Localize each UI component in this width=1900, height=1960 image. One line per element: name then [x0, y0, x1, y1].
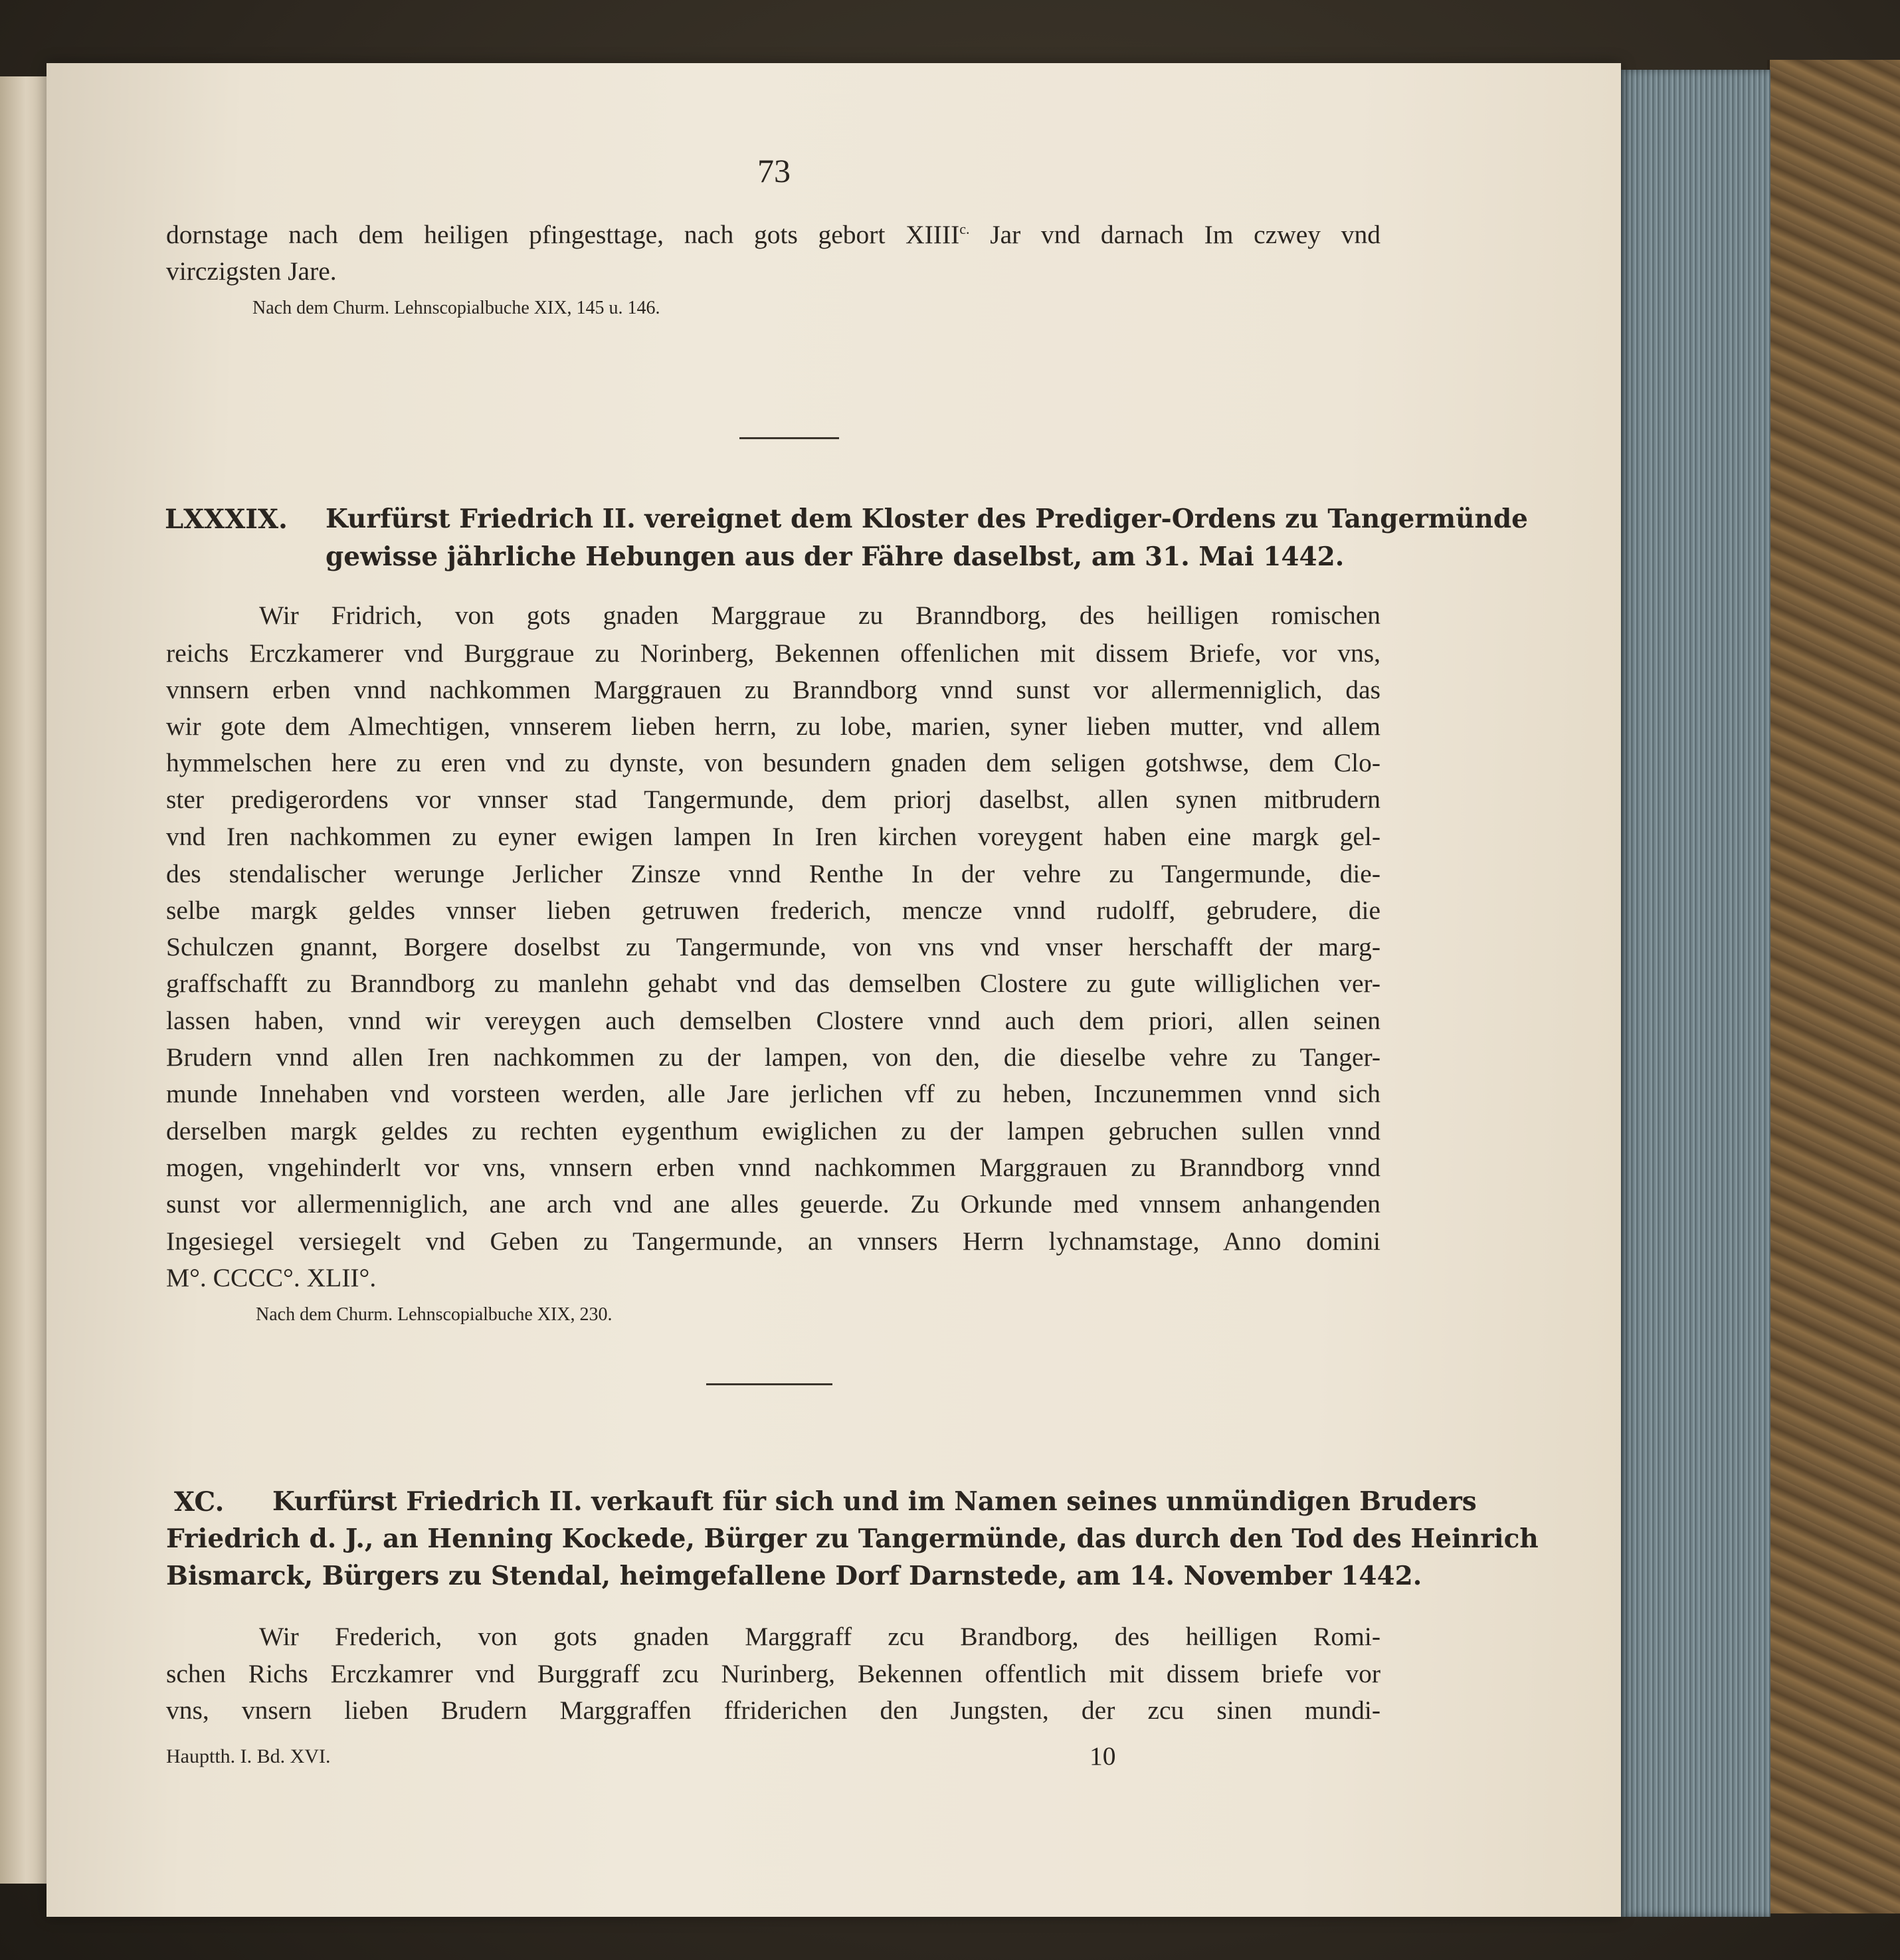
text-line: derselben margk geldes zu rechten eygenthum ewiglichen zu der lampen gebruchen sullen vnnd [166, 1116, 1380, 1145]
text-line: Wir Fridrich, von gots gnaden Marggraue zu Branndborg, des heilligen romischen [259, 601, 1380, 630]
section-title: Kurfürst Friedrich II. verkauft für sich und im Namen seines unmündigen Bruders [272, 1486, 1477, 1517]
text-line: ster predigerordens vor vnnser stad Tangermunde, dem priorj daselbst, allen synen mitbrudern [166, 785, 1380, 814]
text-line: graffschafft zu Branndborg zu manlehn gehabt vnd das demselben Clostere zu gute williglichen ver- [166, 969, 1380, 998]
marbled-cover [1767, 60, 1900, 1913]
text-line: wir gote dem Almechtigen, vnnserem lieben herrn, zu lobe, marien, syner lieben mutter, vnd allem [166, 712, 1380, 741]
text-line [166, 219, 1380, 250]
text-line: vnd Iren nachkommen zu eyner ewigen lampen In Iren kirchen voreygent haben eine margk gel- [166, 822, 1380, 851]
text-line: munde Innehaben vnd vorsteen werden, alle Jare jerlichen vff zu heben, Inczunemmen vnnd sich [166, 1079, 1380, 1108]
text-line: M°. CCCC°. XLII°. [166, 1263, 377, 1292]
superscript: c. [959, 220, 970, 237]
book-page-edges [1618, 70, 1770, 1917]
facing-page-edge [0, 76, 47, 1884]
text-line: sunst vor allermenniglich, ane arch vnd ane alles geuerde. Zu Orkunde med vnnsem anhangenden [166, 1189, 1380, 1219]
text-line: lassen haben, vnnd wir vereygen auch demselben Clostere vnnd auch dem priori, allen seinen [166, 1006, 1380, 1035]
source-note: Nach dem Churm. Lehnscopialbuche XIX, 145 u. 146. [252, 298, 660, 318]
section-title: Kurfürst Friedrich II. vereignet dem Kloster des Prediger-Ordens zu Tangermünde [326, 504, 1528, 534]
text-line: Ingesiegel versiegelt vnd Geben zu Tangermunde, an vnnsers Herrn lychnamstage, Anno domini [166, 1226, 1380, 1256]
text-line: Brudern vnnd allen Iren nachkommen zu der lampen, von den, die dieselbe vehre zu Tanger- [166, 1042, 1380, 1072]
text-line: selbe margk geldes vnnser lieben getruwen frederich, mencze vnnd rudolff, gebrudere, die [166, 896, 1380, 925]
text-line: Wir Frederich, von gots gnaden Marggraff zcu Brandborg, des heilligen Romi- [259, 1622, 1380, 1651]
source-note: Nach dem Churm. Lehnscopialbuche XIX, 230. [256, 1304, 613, 1325]
footer-volume: Hauptth. I. Bd. XVI. [166, 1745, 331, 1767]
text-line: mogen, vngehinderlt vor vns, vnnsern erben vnnd nachkommen Marggrauen zu Branndborg vnnd [166, 1153, 1380, 1182]
text-fragment: dornstage nach dem heiligen pfingesttage, nach gots gebort XIIII [166, 220, 960, 249]
section-title: Friedrich d. J., an Henning Kockede, Bürger zu Tangermünde, das durch den Tod des Heinrich [166, 1523, 1539, 1554]
text-line: reichs Erczkamerer vnd Burggraue zu Norinberg, Bekennen offenlichen mit dissem Briefe, vor vns, [166, 638, 1380, 668]
section-number: LXXXIX. [165, 504, 288, 535]
section-number: XC. [174, 1486, 225, 1518]
signature-mark: 10 [1090, 1741, 1116, 1771]
page-number: 73 [757, 152, 791, 189]
text-line: hymmelschen here zu eren vnd zu dynste, von besundern gnaden dem seligen gotshwse, dem Clo- [166, 748, 1380, 777]
text-line: virczigsten Jare. [166, 256, 337, 286]
text-line: schen Richs Erczkamrer vnd Burggraff zcu Nurinberg, Bekennen offentlich mit dissem briefe vor [166, 1659, 1380, 1688]
text-line: Schulczen gnannt, Borgere doselbst zu Tangermunde, von vns vnd vnser herschafft der marg- [166, 932, 1380, 961]
section-divider [706, 1383, 832, 1385]
text-line: vns, vnsern lieben Brudern Marggraffen ffriderichen den Jungsten, der zcu sinen mundi- [166, 1696, 1380, 1725]
section-title: gewisse jährliche Hebungen aus der Fähre daselbst, am 31. Mai 1442. [326, 541, 1345, 572]
section-title: Bismarck, Bürgers zu Stendal, heimgefallene Dorf Darnstede, am 14. November 1442. [166, 1561, 1422, 1591]
section-divider [739, 437, 839, 439]
text-fragment: Jar vnd darnach Im czwey vnd [969, 220, 1380, 249]
text-line: des stendalischer werunge Jerlicher Zinsze vnnd Renthe In der vehre zu Tangermunde, die- [166, 859, 1380, 888]
text-line: vnnsern erben vnnd nachkommen Marggrauen zu Branndborg vnnd sunst vor allermenniglich, das [166, 675, 1380, 704]
